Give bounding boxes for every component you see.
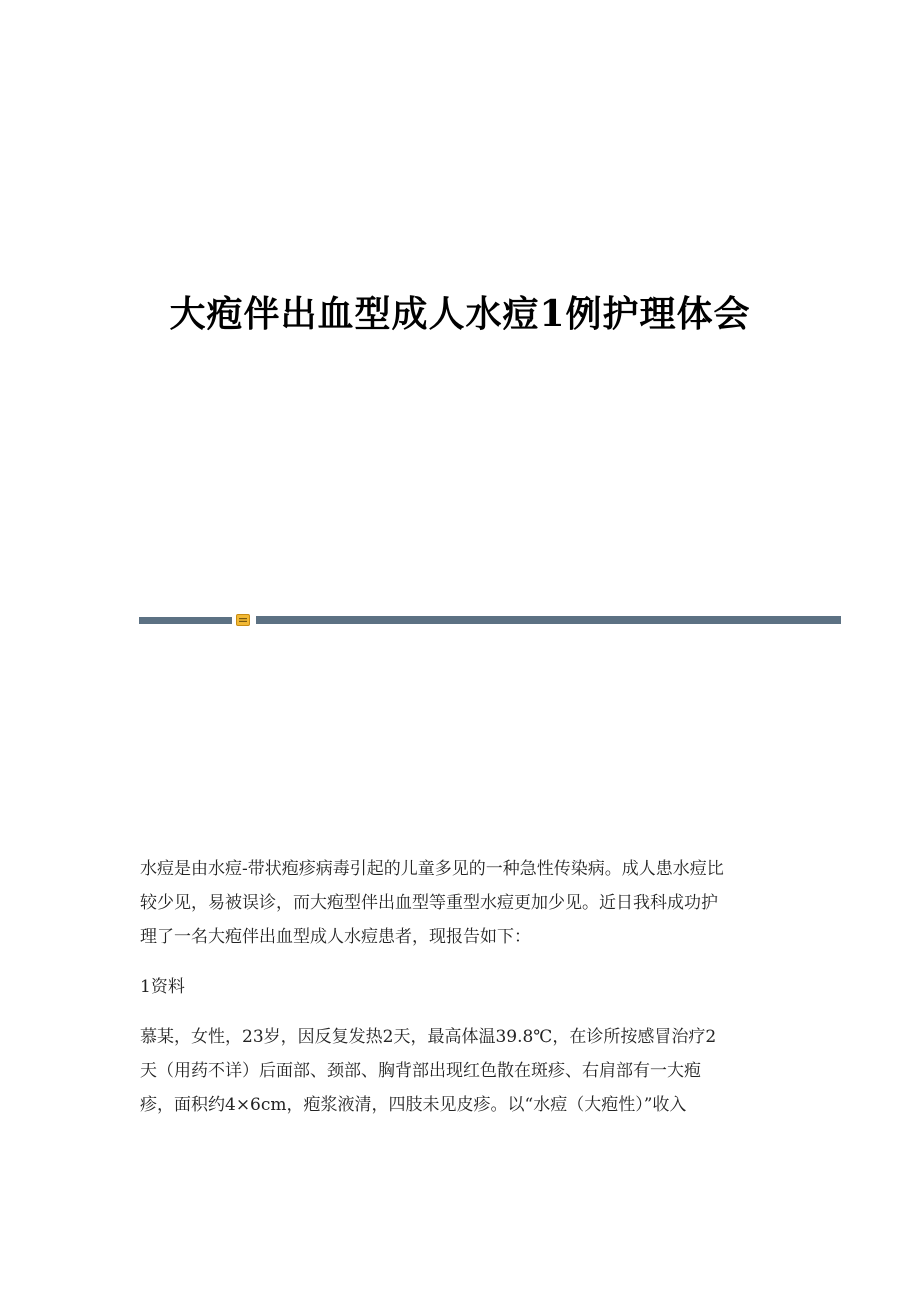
section-heading: 1资料	[140, 977, 185, 997]
paragraph-line: 疹，面积约4×6cm，疱浆液清，四肢未见皮疹。以“水痘（大疱性）”收入	[140, 1095, 687, 1115]
divider-bar-left	[139, 617, 232, 624]
paragraph-line: 慕某，女性，23岁，因反复发热2天，最高体温39.8℃，在诊所按感冒治疗2	[140, 1027, 717, 1047]
divider-ornament-icon	[236, 614, 250, 626]
paragraph-line: 较少见，易被误诊，而大疱型伴出血型等重型水痘更加少见。近日我科成功护	[140, 893, 718, 913]
paragraph-line: 理了一名大疱伴出血型成人水痘患者，现报告如下：	[140, 927, 531, 947]
divider-bar-right	[256, 616, 841, 624]
paragraph-line: 天（用药不详）后面部、颈部、胸背部出现红色散在斑疹、右肩部有一大疱	[140, 1061, 701, 1081]
paragraph-line: 水痘是由水痘-带状疱疹病毒引起的儿童多见的一种急性传染病。成人患水痘比	[140, 859, 724, 879]
section-divider	[139, 614, 841, 628]
document-body	[140, 852, 790, 1122]
document-title: 大疱伴出血型成人水痘1例护理体会	[169, 293, 751, 336]
